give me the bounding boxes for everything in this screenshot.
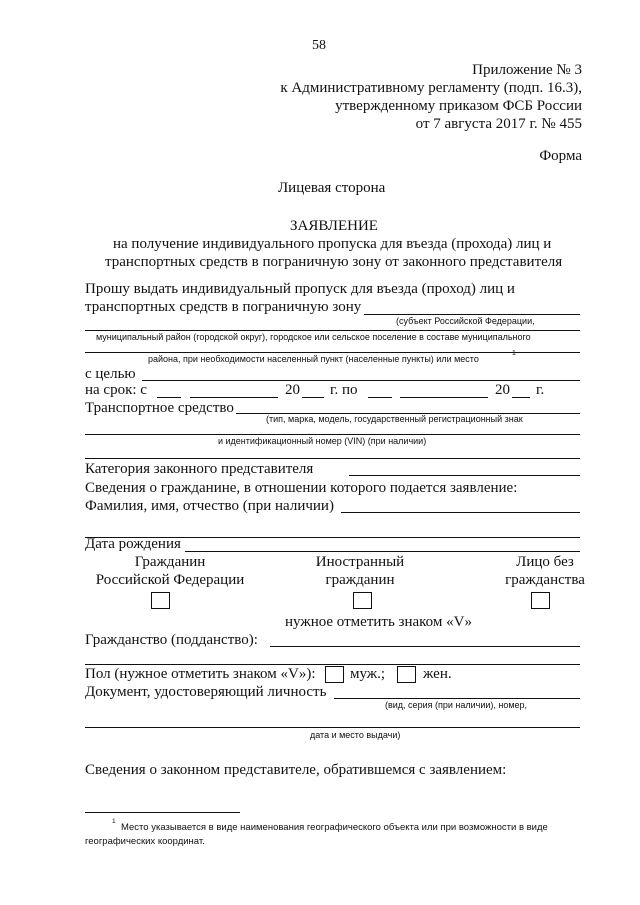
option-foreign-line-1: Иностранный (315, 554, 405, 570)
appendix-line-3: утвержденному приказом ФСБ России (335, 98, 582, 114)
page-number: 58 (312, 38, 326, 53)
birth-field-line[interactable] (185, 551, 580, 552)
hint-district: муниципальный район (городской округ), городское или сельское поселение в составе муниципального (96, 332, 531, 342)
category-label: Категория законного представителя (85, 461, 314, 477)
footnote-text-line-2: географических координат. (85, 836, 205, 847)
footnote-number: 1 (112, 818, 116, 825)
category-field-line[interactable] (349, 475, 580, 476)
term-to-label: г. по (330, 382, 358, 398)
vehicle-label: Транспортное средство (85, 400, 234, 416)
checkbox-stateless[interactable] (531, 592, 550, 609)
mark-note: нужное отметить знаком «V» (285, 614, 472, 630)
hint-settlement: района, при необходимости населенный пункт (населенные пункты) или место (148, 354, 479, 364)
term-day-to-line[interactable] (368, 397, 392, 398)
checkbox-foreign-citizen[interactable] (353, 592, 372, 609)
purpose-label: с целью (85, 366, 136, 382)
footnote-separator (85, 812, 240, 813)
document-field-line[interactable] (334, 698, 580, 699)
document-label: Документ, удостоверяющий личность (85, 684, 327, 700)
subject-field-line[interactable] (364, 314, 580, 315)
citizenship-extra-line[interactable] (85, 664, 580, 665)
vehicle-extra-line[interactable] (85, 458, 580, 459)
appendix-line-4: от 7 августа 2017 г. № 455 (415, 116, 582, 132)
sex-male-label: муж.; (350, 666, 386, 682)
term-label: на срок: с (85, 382, 147, 398)
citizenship-field-line[interactable] (270, 646, 580, 647)
term-day-from-line[interactable] (157, 397, 181, 398)
checkbox-female[interactable] (397, 666, 416, 683)
term-month-to-line[interactable] (400, 397, 488, 398)
hint-vin: и идентификационный номер (VIN) (при наличии) (218, 436, 427, 446)
fio-field-line[interactable] (341, 512, 580, 513)
term-year-from-line[interactable] (302, 397, 324, 398)
vin-field-line[interactable] (85, 434, 580, 435)
settlement-field-line[interactable] (85, 352, 580, 353)
option-rf-line-2: Российской Федерации (95, 572, 245, 588)
representative-info-label: Сведения о законном представителе, обратившемся с заявлением: (85, 762, 507, 778)
issue-field-line[interactable] (85, 727, 580, 728)
citizenship-label: Гражданство (подданство): (85, 632, 258, 648)
birth-label: Дата рождения (85, 536, 181, 552)
term-year-to-suffix: г. (536, 382, 545, 398)
hint-subject: (субъект Российской Федерации, (396, 316, 535, 326)
fio-label: Фамилия, имя, отчество (при наличии) (85, 498, 334, 514)
side-label: Лицевая сторона (278, 180, 386, 196)
option-foreign-line-2: гражданин (325, 572, 395, 588)
term-month-from-line[interactable] (190, 397, 278, 398)
term-year-to-prefix: 20 (495, 382, 510, 398)
request-line-1: Прошу выдать индивидуальный пропуск для въезда (проход) лиц и (85, 281, 515, 297)
appendix-line-2: к Административному регламенту (подп. 16.3), (280, 80, 582, 96)
subtitle-line-2: транспортных средств в пограничную зону от законного представителя (105, 254, 563, 270)
checkbox-male[interactable] (325, 666, 344, 683)
hint-vehicle: (тип, марка, модель, государственный регистрационный знак (266, 414, 523, 424)
subtitle-line-1: на получение индивидуального пропуска для въезда (прохода) лиц и (113, 236, 552, 252)
document-title: ЗАЯВЛЕНИЕ (290, 218, 378, 234)
sex-female-label: жен. (423, 666, 452, 682)
option-stateless-line-2: гражданства (505, 572, 585, 588)
hint-document: (вид, серия (при наличии), номер, (385, 700, 528, 710)
citizen-info-label: Сведения о гражданине, в отношении которого подается заявление: (85, 480, 518, 496)
district-field-line[interactable] (85, 330, 580, 331)
appendix-line-1: Приложение № 3 (472, 62, 582, 78)
request-line-2: транспортных средств в пограничную зону (85, 299, 362, 315)
term-year-to-line[interactable] (512, 397, 530, 398)
footnote-reference: 1 (512, 350, 516, 357)
sex-label: Пол (нужное отметить знаком «V»): (85, 666, 316, 682)
option-stateless-line-1: Лицо без (516, 554, 574, 570)
form-label: Форма (539, 148, 582, 164)
checkbox-rf-citizen[interactable] (151, 592, 170, 609)
purpose-field-line[interactable] (142, 380, 580, 381)
footnote-text-line-1: Место указывается в виде наименования географического объекта или при возможности в виде (121, 822, 548, 833)
option-rf-line-1: Гражданин (134, 554, 206, 570)
hint-issue: дата и место выдачи) (310, 730, 401, 740)
term-year-from-prefix: 20 (285, 382, 300, 398)
